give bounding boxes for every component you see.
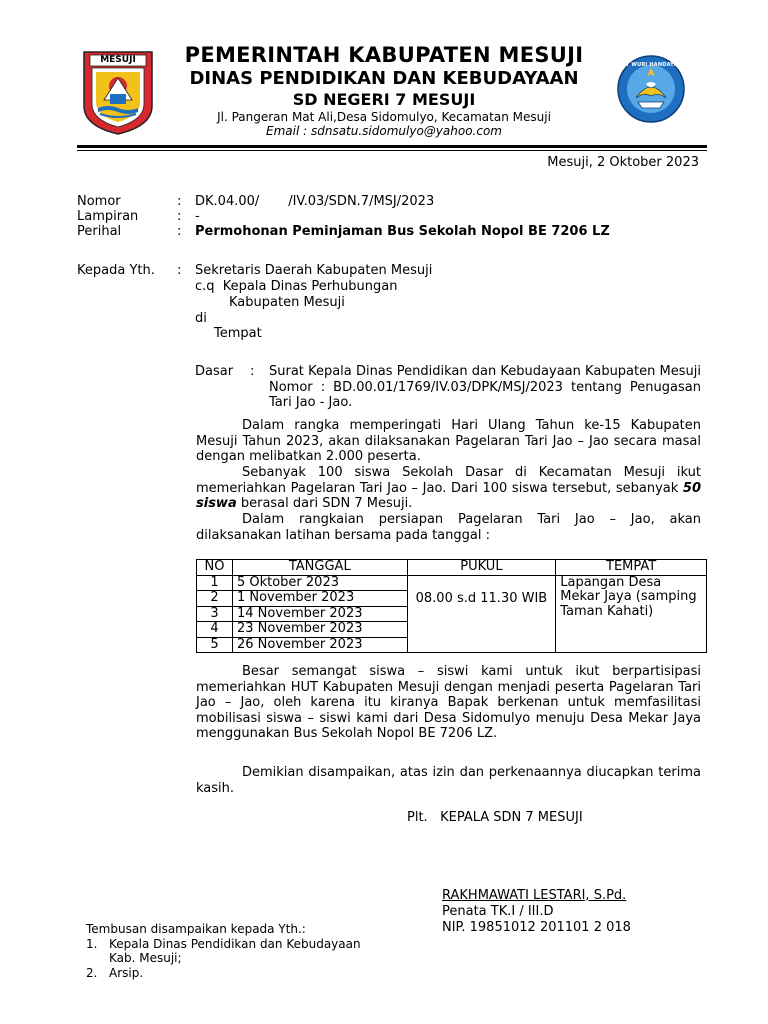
- table-cell-tempat: Lapangan Desa Mekar Jaya (samping Taman Kahati): [556, 575, 707, 653]
- signature-rank: Penata TK.I / III.D: [442, 904, 554, 919]
- table-header-tanggal: TANGGAL: [232, 560, 407, 576]
- paragraph-2-text: Sebanyak 100 siswa Sekolah Dasar di Kecamatan Mesuji ikut memeriahkan Pagelaran Tari Jao – Jao. Dari 100 siswa tersebut, sebanyak: [196, 465, 701, 496]
- header-rule-thin: [77, 150, 707, 151]
- signature-name: RAKHMAWATI LESTARI, S.Pd.: [442, 888, 627, 903]
- cc-heading: Tembusan disampaikan kepada Yth.:: [86, 922, 306, 936]
- table-cell-no: 2: [197, 591, 233, 607]
- cc-item-2-line-1: Arsip.: [109, 966, 144, 980]
- cc-item-1-line-1: Kepala Dinas Pendidikan dan Kebudayaan: [109, 937, 361, 951]
- recipient-line-5: Tempat: [214, 326, 262, 341]
- paragraph-3: Dalam rangkaian persiapan Pagelaran Tari Jao – Jao, akan dilaksanakan latihan bersama pada tanggal :: [196, 512, 701, 543]
- table-cell-pukul: 08.00 s.d 11.30 WIB: [407, 575, 556, 653]
- mesuji-logo-text: MESUJI: [100, 55, 136, 65]
- table-cell-tanggal: 14 November 2023: [232, 606, 407, 622]
- recipient-line-1: Sekretaris Daerah Kabupaten Mesuji: [195, 263, 433, 278]
- schedule-table: [196, 559, 707, 653]
- tut-wuri-logo-text: TUT WURI HANDAYANI: [617, 62, 685, 68]
- meta-lampiran-label: Lampiran: [77, 209, 139, 224]
- recipient-line-2: c.q Kepala Dinas Perhubungan: [195, 279, 398, 294]
- table-cell-tanggal: 23 November 2023: [232, 622, 407, 638]
- header-school: SD NEGERI 7 MESUJI: [292, 90, 476, 109]
- header-email: Email : sdnsatu.sidomulyo@yahoo.com: [266, 124, 502, 138]
- meta-nomor-value: DK.04.00/ /IV.03/SDN.7/MSJ/2023: [195, 194, 435, 209]
- table-row: [197, 575, 707, 591]
- dasar-text: Surat Kepala Dinas Pendidikan dan Kebudayaan Kabupaten Mesuji Nomor : BD.00.01/1769/IV.03/DPK/MSJ/2023 tentang Penugasan Tari Jao - Jao.: [269, 364, 701, 410]
- meta-perihal-value: Permohonan Peminjaman Bus Sekolah Nopol BE 7206 LZ: [195, 224, 610, 239]
- cc-item-1-num: 1.: [86, 937, 98, 951]
- header-government: PEMERINTAH KABUPATEN MESUJI: [184, 43, 584, 67]
- paragraph-2: [196, 465, 701, 512]
- header-department: DINAS PENDIDIKAN DAN KEBUDAYAAN: [189, 68, 579, 89]
- dasar-label: Dasar: [195, 364, 234, 379]
- cc-item-1-line-2: Kab. Mesuji;: [109, 951, 182, 965]
- table-header-no: NO: [197, 560, 233, 576]
- paragraph-2-text-end: berasal dari SDN 7 Mesuji.: [236, 496, 413, 511]
- paragraph-2-bold: 50 siswa: [196, 480, 701, 511]
- table-cell-no: 4: [197, 622, 233, 638]
- recipient-label: Kepada Yth.: [77, 263, 155, 278]
- recipient-colon: :: [177, 263, 182, 278]
- header-address: Jl. Pangeran Mat Ali,Desa Sidomulyo, Kecamatan Mesuji: [217, 110, 551, 124]
- table-cell-tanggal: 26 November 2023: [232, 637, 407, 653]
- paragraph-1: Dalam rangka memperingati Hari Ulang Tahun ke-15 Kabupaten Mesuji Tahun 2023, akan dilaksanakan Pagelaran Tari Jao – Jao secara masal dengan melibatkan 2.000 peserta.: [196, 418, 701, 464]
- paragraph-4: Besar semangat siswa – siswi kami untuk ikut berpartisipasi memeriahkan HUT Kabupaten Mesuji dengan menjadi peserta Pagelaran Tari Jao – Jao, oleh karena itu kiranya Bapak berkenan untuk memfasilitasi mobilisasi siswa – siswi kami dari Desa Sidomulyo menuju Desa Mekar Jaya menggunakan Bus Sekolah Nopol BE 7206 LZ.: [196, 664, 701, 741]
- letter-date: Mesuji, 2 Oktober 2023: [547, 155, 699, 170]
- dasar-colon: :: [250, 364, 255, 379]
- meta-nomor-label: Nomor: [77, 194, 121, 209]
- table-cell-no: 1: [197, 575, 233, 591]
- recipient-line-3: Kabupaten Mesuji: [229, 295, 345, 310]
- meta-lampiran-value: -: [195, 209, 200, 224]
- paragraph-5: Demikian disampaikan, atas izin dan perkenaannya diucapkan terima kasih.: [196, 765, 701, 796]
- signature-title: Plt. KEPALA SDN 7 MESUJI: [407, 810, 583, 825]
- table-cell-tanggal: 5 Oktober 2023: [232, 575, 407, 591]
- recipient-line-4: di: [195, 311, 207, 326]
- header-rule-thick: [77, 145, 707, 148]
- meta-colon: :: [177, 209, 182, 224]
- meta-colon: :: [177, 224, 182, 239]
- table-header-tempat: TEMPAT: [556, 560, 707, 576]
- table-cell-no: 3: [197, 606, 233, 622]
- signature-nip: NIP. 19851012 201101 2 018: [442, 920, 631, 935]
- meta-colon: :: [177, 194, 182, 209]
- cc-item-2-num: 2.: [86, 966, 98, 980]
- table-header-row: [197, 560, 707, 576]
- table-cell-no: 5: [197, 637, 233, 653]
- table-header-pukul: PUKUL: [407, 560, 556, 576]
- meta-perihal-label: Perihal: [77, 224, 122, 239]
- table-cell-tanggal: 1 November 2023: [232, 591, 407, 607]
